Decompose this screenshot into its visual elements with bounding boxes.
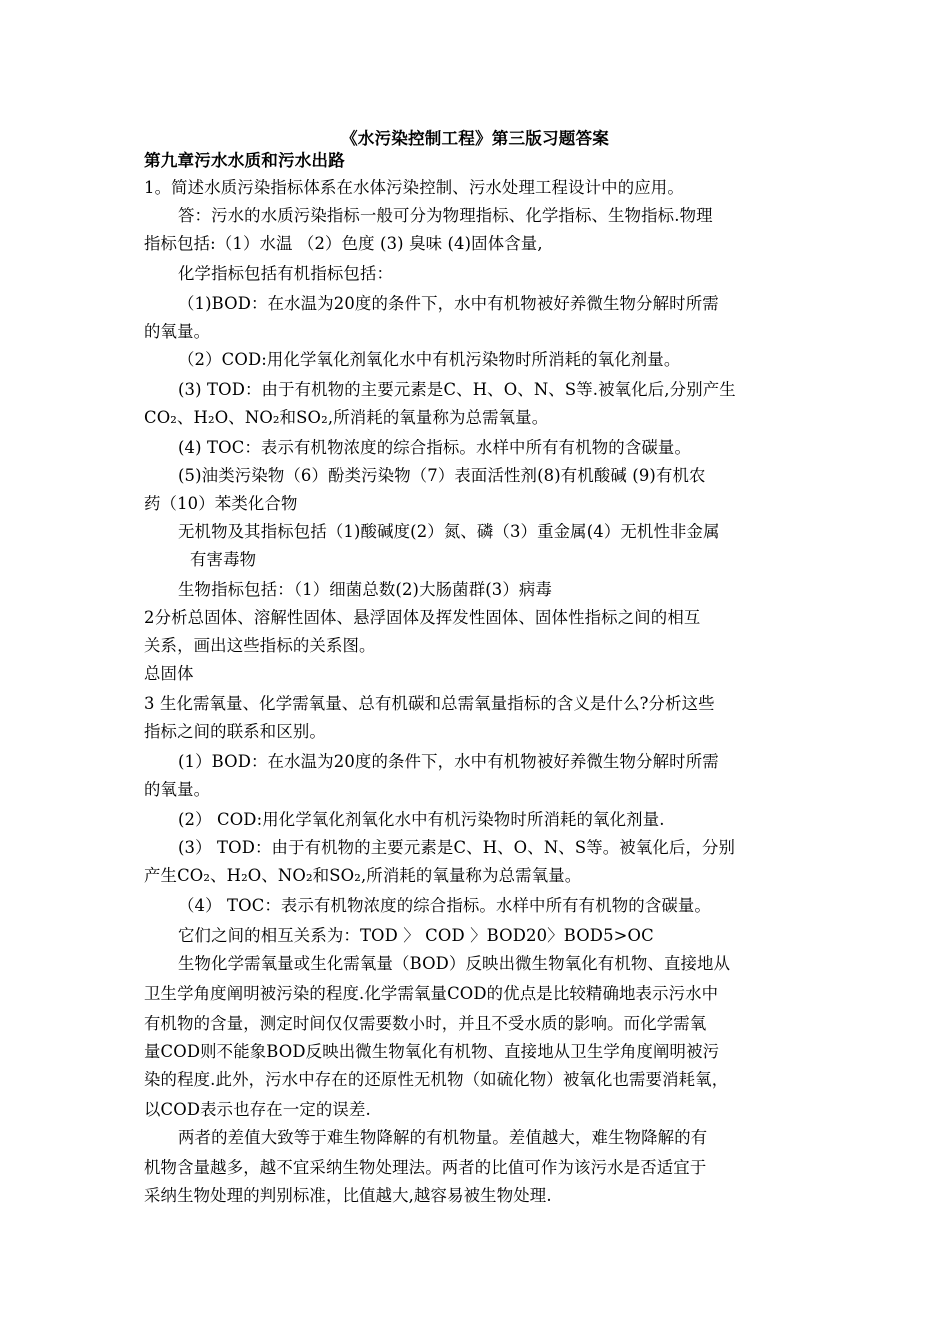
answer-line: (5)油类污染物（6）酚类污染物（7）表面活性剂(8)有机酸碱 (9)有机农: [178, 466, 706, 485]
answer-line: 总固体: [144, 664, 194, 683]
answer-line: (4) TOC：表示有机物浓度的综合指标。水样中所有有机物的含碳量。: [178, 438, 691, 457]
answer-line: 量COD则不能象BOD反映出微生物氧化有机物、直接地从卫生学角度阐明被污: [144, 1042, 720, 1061]
question-2: 2分析总固体、溶解性固体、悬浮固体及挥发性固体、固体性指标之间的相互: [144, 608, 701, 627]
answer-line: （2）COD:用化学氧化剂氧化水中有机污染物时所消耗的氧化剂量。: [178, 350, 681, 369]
answer-line: 以COD表示也存在一定的误差.: [144, 1100, 371, 1119]
answer-line: (2） COD:用化学氧化剂氧化水中有机污染物时所消耗的氧化剂量.: [178, 810, 665, 829]
answer-line: 药（10）苯类化合物: [144, 494, 298, 513]
answer-line: （1)BOD：在水温为20度的条件下，水中有机物被好养微生物分解时所需: [178, 294, 719, 313]
question-3: 3 生化需氧量、化学需氧量、总有机碳和总需氧量指标的含义是什么?分析这些: [144, 694, 715, 713]
answer-line: （4） TOC：表示有机物浓度的综合指标。水样中所有有机物的含碳量。: [178, 896, 711, 915]
question-line: 关系，画出这些指标的关系图。: [144, 636, 376, 655]
chapter-heading: 第九章污水水质和污水出路: [144, 150, 345, 170]
answer-line: 指标包括:（1）水温 （2）色度 (3) 臭味 (4)固体含量,: [144, 234, 543, 253]
answer-line: (3) TOD：由于有机物的主要元素是C、H、O、N、S等.被氧化后,分别产生: [178, 380, 736, 399]
answer-line: 化学指标包括有机指标包括：: [178, 264, 394, 283]
answer-line: 生物指标包括：（1）细菌总数(2)大肠菌群(3）病毒: [178, 580, 552, 599]
answer-line: 机物含量越多，越不宜采纳生物处理法。两者的比值可作为该污水是否适宜于: [144, 1158, 707, 1177]
answer-line: 的氧量。: [144, 780, 211, 799]
answer-line: 有害毒物: [190, 550, 257, 569]
answer-line: 染的程度.此外，污水中存在的还原性无机物（如硫化物）被氧化也需要消耗氧，: [144, 1070, 729, 1089]
answer-line: 产生CO₂、H₂O、NO₂和SO₂,所消耗的氧量称为总需氧量。: [144, 866, 582, 885]
answer-line: 两者的差值大致等于难生物降解的有机物量。差值越大，难生物降解的有: [178, 1128, 708, 1147]
answer-line: CO₂、H₂O、NO₂和SO₂,所消耗的氧量称为总需氧量。: [144, 408, 549, 427]
question-1: 1。简述水质污染指标体系在水体污染控制、污水处理工程设计中的应用。: [144, 178, 684, 197]
answer-line: 的氧量。: [144, 322, 211, 341]
answer-line: (1）BOD：在水温为20度的条件下，水中有机物被好养微生物分解时所需: [178, 752, 719, 771]
answer-line: 无机物及其指标包括（1)酸碱度(2）氮、磷（3）重金属(4）无机性非金属: [178, 522, 720, 541]
answer-line: 答：污水的水质污染指标一般可分为物理指标、化学指标、生物指标.物理: [178, 206, 713, 225]
answer-line: 它们之间的相互关系为：TOD 〉 COD 〉BOD20〉BOD5>OC: [178, 926, 654, 945]
question-line: 指标之间的联系和区别。: [144, 722, 326, 741]
answer-line: 采纳生物处理的判别标准，比值越大,越容易被生物处理.: [144, 1186, 552, 1205]
answer-line: (3） TOD：由于有机物的主要元素是C、H、O、N、S等。被氧化后，分别: [178, 838, 736, 857]
answer-line: 生物化学需氧量或生化需氧量（BOD）反映出微生物氧化有机物、直接地从: [178, 954, 731, 973]
answer-line: 有机物的含量，测定时间仅仅需要数小时，并且不受水质的影响。而化学需氧: [144, 1014, 707, 1033]
answer-line: 卫生学角度阐明被污染的程度.化学需氧量COD的优点是比较精确地表示污水中: [144, 984, 719, 1003]
document-title: 《水污染控制工程》第三版习题答案: [341, 128, 609, 148]
